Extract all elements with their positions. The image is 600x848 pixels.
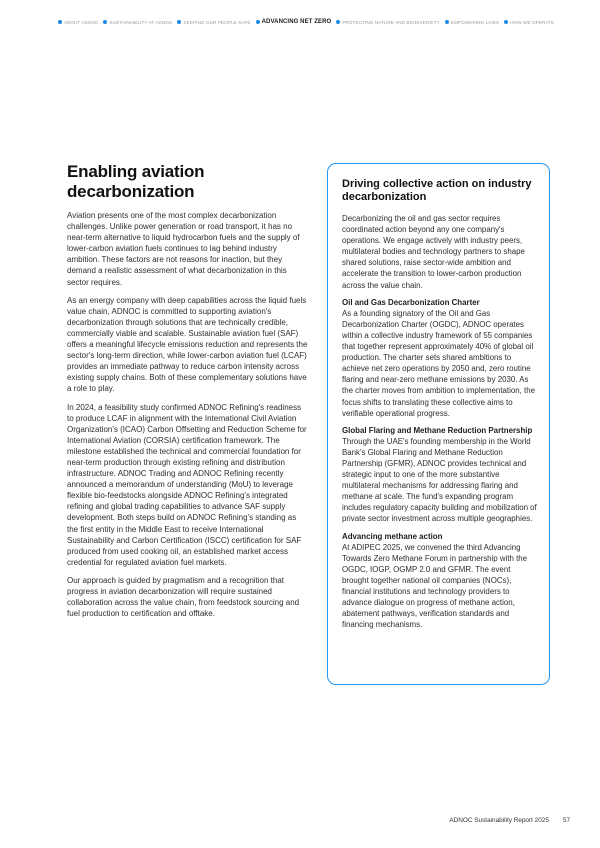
nav-item-net-zero[interactable] (256, 19, 332, 25)
nav-item-label: SUSTAINABILITY AT ADNOC (109, 19, 173, 25)
body-paragraph: Our approach is guided by pragmatism and a recognition that progress in aviation decarbonization will require sustained collaboration across the value chain, from feedstock sourcing and fuel production to certification and offtake. (67, 575, 300, 619)
nav-dot-icon (504, 20, 508, 24)
report-name: ADNOC Sustainability Report 2025 (449, 817, 549, 824)
panel-paragraph: As a founding signatory of the Oil and Gas Decarbonization Charter (OGDC), ADNOC operates within a collective industry framework of 55 companies that together represent approximately 40% of global oil production. The charter sets shared ambitions to achieve net zero operations by 2050 and, zero routine flaring and near-zero methane emissions by 2030. As the charter moves from ambition to implementation, the focus shifts to translating these collective aims to verifiable operational progress. (342, 308, 535, 418)
nav-item-about-adnoc[interactable] (58, 20, 98, 25)
nav-item-label: PROTECTING NATURE AND BIODIVERSITY (342, 19, 440, 25)
nav-dot-icon (177, 20, 181, 24)
main-column (67, 162, 309, 626)
nav-dot-icon (58, 20, 62, 24)
nav-item-nature[interactable] (336, 20, 440, 25)
page-number: 57 (562, 817, 570, 824)
page-title: Enabling aviation decarbonization (67, 162, 205, 201)
panel-title: Driving collective action on industry decarbonization (342, 178, 532, 203)
nav-item-label: KEEPING OUR PEOPLE SAFE (183, 19, 251, 25)
panel-subheading-methane: Advancing methane action (342, 531, 443, 541)
nav-item-how-we-operate[interactable] (504, 20, 554, 25)
body-paragraph: As an energy company with deep capabilities across the liquid fuels value chain, ADNOC is committed to supporting aviation's decarbonization through solutions that are technically credible, commercially viable and scalable. Sustainable aviation fuel (SAF) offers a meaningful lifecycle emissions reduction and represents the sector's long-term direction, while lower-carbon aviation fuel (LCAF) provides an immediate pathway to reduce carbon intensity across existing supply chains. Both of these complementary solutions have a role to play. (67, 295, 308, 394)
nav-item-label: EMPOWERING LIVES (450, 19, 500, 25)
nav-item-empowering[interactable] (445, 20, 499, 25)
nav-dot-icon (256, 20, 260, 24)
page-footer (449, 817, 570, 824)
nav-item-sustainability[interactable] (103, 20, 172, 25)
panel-paragraph: Through the UAE's founding membership in the World Bank's Global Flaring and Methane Reduction Partnership (GFMR), ADNOC provides technical and strategic input to one of the more substantive multilateral mechanisms for addressing flaring and methane at scale. The fund's expanding program includes regulatory capacity building and mobilization of private sector investment across multiple geographies. (342, 436, 537, 524)
panel-paragraph: At ADIPEC 2025, we convened the third Advancing Towards Zero Methane Forum in partnership with the OGDC, IOGP, OGMP 2.0 and GFMR. The event brought together national oil companies (NOCs), financial institutions and technology providers to advance dialogue on progress of methane action, abatement pathways, verification standards and financing mechanisms. (342, 542, 528, 630)
collective-action-panel (327, 163, 550, 685)
panel-intro: Decarbonizing the oil and gas sector requires coordinated action beyond any one company's operations. We engage actively with industry peers, multilateral bodies and technology partners to shape shared solutions, raise sector-wide ambition and accelerate the transition to lower-carbon production across the value chain. (342, 214, 525, 290)
nav-item-label: HOW WE OPERATE (510, 19, 555, 25)
nav-item-people-safe[interactable] (177, 20, 250, 25)
section-nav (58, 19, 570, 25)
body-paragraph: Aviation presents one of the most complex decarbonization challenges. Unlike power generation or road transport, it has no near-term alternative to liquid hydrocarbon fuels and the supply of lower-carbon aviation fuels continues to lag behind industry ambition. These factors are not reasons for inaction, but they demand a realistic assessment of what decarbonization in this sector requires. (67, 211, 300, 287)
body-paragraph: In 2024, a feasibility study confirmed ADNOC Refining's readiness to produce LCAF in alignment with the International Civil Aviation Organization's (ICAO) Carbon Offsetting and Reduction Scheme for International Aviation (CORSIA) certification framework. The milestone established the technical and commercial foundation for near-term production through existing refining and distribution infrastructure. ADNOC Trading and ADNOC Refining recently announced a memorandum of understanding (MoU) to leverage flexible bio-feedstocks alongside ADNOC Refining's integrated refining and global trading capabilities to advance SAF supply development. Both steps build on ADNOC Refining's standing as the first entity in the Middle East to receive International Sustainability and Carbon Certification (ISCC) certification for SAF produced from used cooking oil, an established market access credential for regulated aviation fuel markets. (67, 402, 307, 567)
nav-dot-icon (103, 20, 107, 24)
nav-dot-icon (336, 20, 340, 24)
panel-subheading-ogdc: Oil and Gas Decarbonization Charter (342, 297, 480, 307)
nav-item-label: ADVANCING NET ZERO (261, 19, 332, 25)
panel-subheading-gfmr: Global Flaring and Methane Reduction Partnership (342, 425, 533, 435)
nav-item-label: ABOUT ADNOC (64, 19, 99, 25)
nav-dot-icon (445, 20, 449, 24)
